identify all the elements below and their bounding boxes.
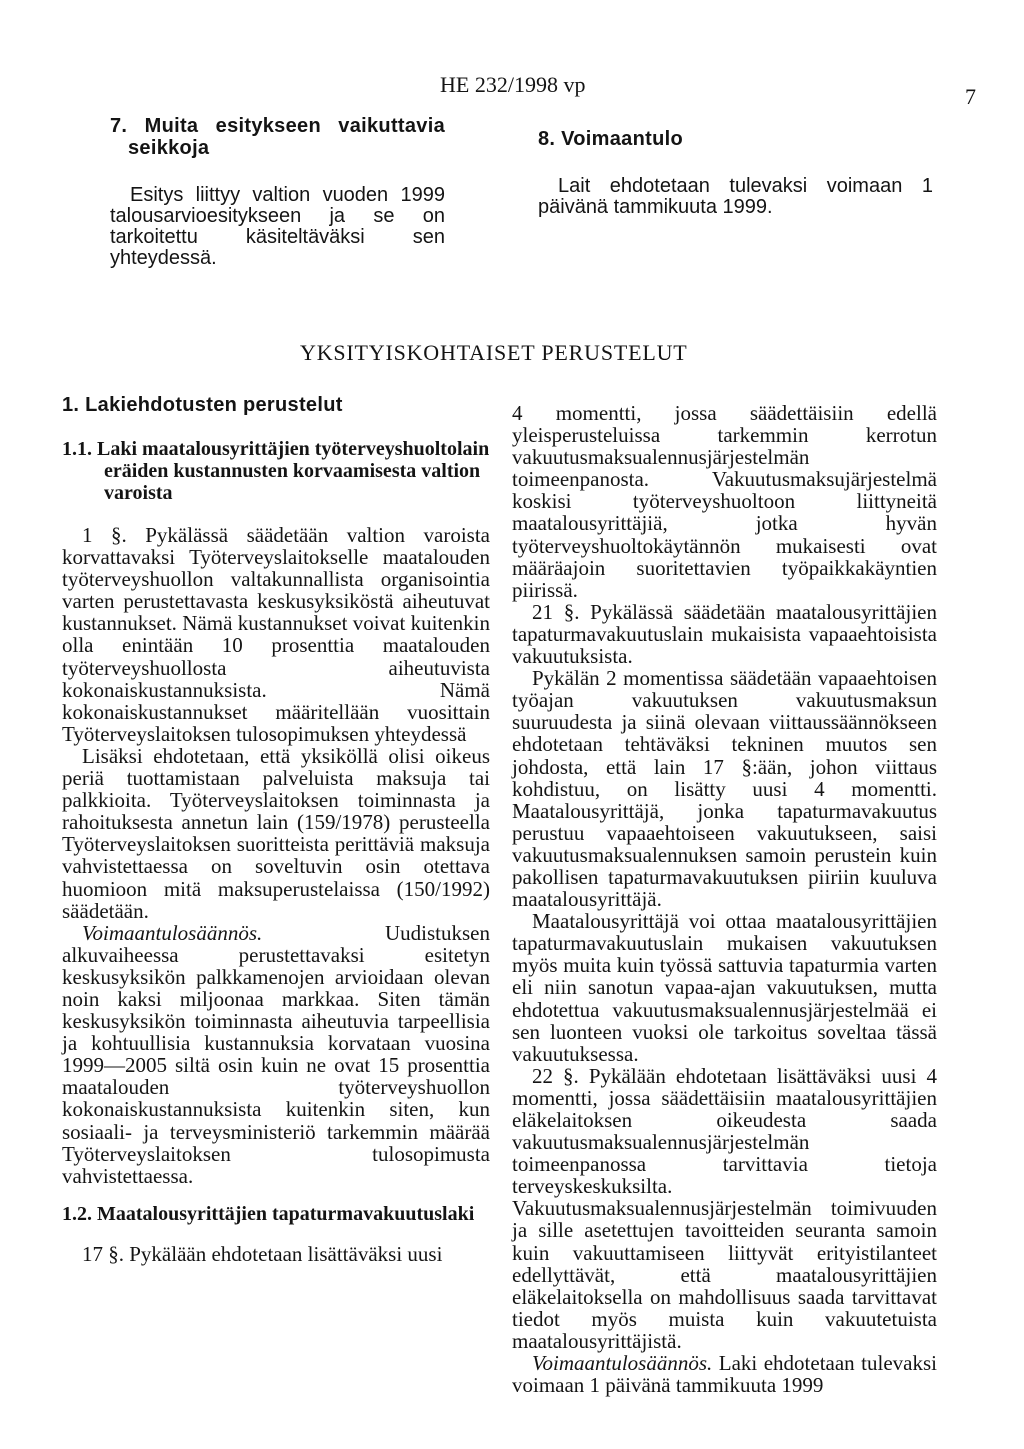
- paragraph-1-section: 1 §. Pykälässä säädetään valtion varoista korvattavaksi Työterveyslaitokselle maatalouden työterveyshuollon valtakunnallista organisointia varten perustettavasta keskusyksiköstä aiheutuvat kustannukset. Nämä kustannukset voivat kuitenkin olla enintään 10 prosenttia maatalouden työterveyshuollosta aiheutuvista kokonaiskustannuksista. Nämä kokonaiskustannukset määritellään vuosittain Työterveyslaitoksen tulosopimuksen yhteydessä: [62, 523, 490, 746]
- main-title: YKSITYISKOHTAISET PERUSTELUT: [300, 340, 688, 365]
- section-7-text: Esitys liittyy valtion vuoden 1999 talousarvioesitykseen ja se on tarkoitettu käsiteltäväksi sen yhteydessä.: [110, 184, 445, 269]
- section-1-heading: 1. Lakiehdotusten perustelut: [62, 394, 343, 416]
- section-7-heading: 7. Muita esitykseen vaikuttavia seikkoja: [110, 115, 445, 159]
- subsection-1-2-heading: 1.2. Maatalousyrittäjien tapaturmavakuutuslaki: [62, 1202, 475, 1225]
- section-8-text: Lait ehdotetaan tulevaksi voimaan 1 päivänä tammikuuta 1999.: [538, 175, 933, 218]
- paragraph-22-section: 22 §. Pykälään ehdotetaan lisättäväksi uusi 4 momentti, jossa säädettäisiin maatalousyrittäjien eläkelaitoksen oikeudesta saada vakuutusmaksualennusjärjestelmän toimeenpanossa tarvittavia tietoja terveyskeskuksilta. Vakuutusmaksualennusjärjestelmän toimivuuden ja sille asetettujen tavoitteiden seuranta samoin kuin vakuuttamiseen liittyvät erityistilanteet edellyttävät, että maatalousyrittäjien eläkelaitoksella on mahdollisuus saada tarvittavat tiedot myös muista kuin vakuutetuista maatalousyrittäjistä.: [512, 1063, 937, 1353]
- paragraph-entry-into-force-right: [512, 1352, 937, 1396]
- paragraph-entry-into-force: [62, 922, 490, 1187]
- entry-into-force-text-right: Laki ehdotetaan tulevaksi voimaan 1 päivänä tammikuuta 1999: [512, 1351, 937, 1398]
- paragraph-21-section: 21 §. Pykälässä säädetään maatalousyrittäjien tapaturmavakuutuslain mukaisista vapaaehtoisista vakuutuksista.: [512, 599, 937, 669]
- entry-into-force-text: Uudistuksen alkuvaiheessa perustettavaksi esitetyn keskusyksikön palkkamenojen arvioidaan olevan noin kaksi miljoonaa markkaa. Siten tämän keskusyksikön toiminnasta aiheutuvia tarpeellisia ja kohtuullisia kustannuksia korvataan vuosina 1999—2005 siltä osin kuin ne ovat 15 prosenttia maatalouden työterveyshuollon kokonaiskustannuksista kuitenkin siten, kun sosiaali- ja terveysministeriö tarkemmin määrää Työterveyslaitoksen tulosopimusta vahvistettaessa.: [62, 920, 490, 1188]
- page-number: 7: [965, 84, 976, 109]
- section-7: [110, 115, 445, 269]
- section-8-heading: 8. Voimaantulo: [538, 128, 683, 150]
- entry-into-force-label-right: Voimaantulosäännös.: [532, 1351, 713, 1376]
- paragraph-4-momentti: 4 momentti, jossa säädettäisiin edellä yleisperusteluissa tarkemmin kerrotun vakuutusmaksualennusjärjestelmän toimeenpanosta. Vakuutusmaksujärjestelmä koskisi työterveyshuoltoon liittyneitä maatalousyrittäjiä, jotka hyvän työterveyshuoltokäytännön mukaisesti ovat määräajoin suoritettavien työpaikkakäyntien piirissä.: [512, 401, 937, 602]
- entry-into-force-label: Voimaantulosäännös.: [82, 920, 263, 945]
- paragraph-2-momentti: Pykälän 2 momentissa säädetään vapaaehtoisen työajan vakuutuksen vakuutusmaksun suuruudesta ja siinä olevaan viittaussäännökseen ehdotetaan tehtäväksi tekninen muutos sen johdosta, että lain 17 §:ään, johon viittaus kohdistuu, on lisätty uusi 4 momentti. Maatalousyrittäjä, jonka tapaturmavakuutus perustuu vapaaehtoiseen vakuutukseen, saisi vakuutusmaksualennuksen samoin perustein kuin pakollisen tapaturmavakuutuksen piiriin kuuluva maatalousyrittäjä.: [512, 666, 937, 912]
- section-8: [538, 128, 933, 218]
- paragraph-additional: Lisäksi ehdotetaan, että yksiköllä olisi oikeus periä tuottamistaan palveluista maksuja tai palkkioita. Työterveyslaitoksen toiminnasta ja rahoituksesta annetun lain (159/1978) perusteella Työterveyslaitoksen suoritteista perittäviä maksuja vahvistettaessa on soveltuvin osin otettava huomioon mitä maksuperustelaissa (150/1992) säädetään.: [62, 743, 490, 923]
- subsection-1-1-heading: 1.1. Laki maatalousyrittäjien työterveyshuoltolain eräiden kustannusten korvaamisesta valtion varoista: [62, 438, 490, 504]
- paragraph-free-time: Maatalousyrittäjä voi ottaa maatalousyrittäjien tapaturmavakuutuslain mukaisen vakuutuksen myös muita kuin työssä sattuvia tapaturmia varten eli niin sanotun vapaa-ajan vakuutuksen, mutta ehdotettua vakuutusmaksualennusjärjestelmää ei sen luonteen vuoksi ole tarkoitus soveltaa tässä vakuutuksessa.: [512, 909, 937, 1066]
- right-column: [512, 402, 937, 1396]
- document-id: HE 232/1998 vp: [440, 72, 586, 97]
- paragraph-17-section: 17 §. Pykälään ehdotetaan lisättäväksi uusi: [82, 1241, 443, 1266]
- left-column: [62, 394, 490, 1265]
